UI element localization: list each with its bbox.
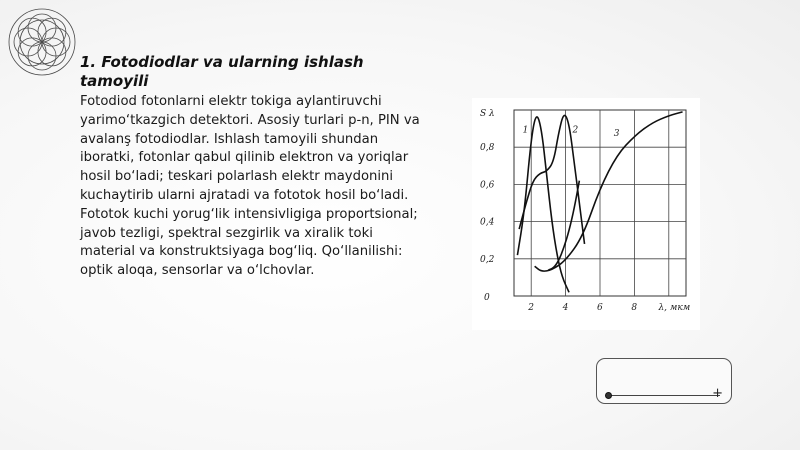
y-axis-label: S λ bbox=[480, 109, 495, 119]
progress-knob[interactable] bbox=[605, 392, 612, 399]
spectral-chart bbox=[472, 98, 700, 330]
x-tick-label: 2 bbox=[528, 303, 534, 313]
x-axis-label: λ, мкм bbox=[658, 303, 691, 313]
rosette-logo-icon bbox=[4, 4, 80, 80]
series-line-4 bbox=[535, 112, 683, 271]
series-label: 1 bbox=[522, 125, 529, 136]
series-label: 3 bbox=[613, 129, 620, 140]
y-tick-label: 0,2 bbox=[480, 254, 495, 265]
progress-track[interactable] bbox=[608, 395, 720, 396]
y-tick-label: 0,6 bbox=[480, 180, 495, 191]
slide-title: 1. Fotodiodlar va ularning ishlash tamoyili bbox=[80, 53, 364, 90]
x-tick-label: 4 bbox=[562, 303, 569, 313]
x-tick-label: 6 bbox=[597, 303, 603, 313]
y-origin-label: 0 bbox=[484, 293, 490, 303]
y-tick-label: 0,4 bbox=[480, 217, 495, 228]
x-tick-label: 8 bbox=[631, 303, 638, 313]
slide-body-text: Fotodiod fotonlarni elektr tokiga aylantiruvchi yarimo‘tkazgich detektori. Asosiy turlari p-n, PIN va avalanş fotodiodlar. Ishlash tamoyili shundan iboratki, fotonlar qabul qilinib elektron va yoriqlar hosil bo‘ladi; teskari polarlash elektr maydonini kuchaytirib ularni ajratadi va fototok hosil bo‘ladi. Fototok kuchi yorug‘lik intensivligiga proportsional; javob tezligi, spektral sezgirlik va xiralik toki material va konstruktsiyaga bog‘liq. Qo‘llanilishi: optik aloqa, sensorlar va o‘lchovlar. bbox=[80, 94, 420, 279]
media-progress-control[interactable] bbox=[596, 358, 732, 404]
y-tick-label: 0,8 bbox=[480, 143, 495, 154]
spectral-sensitivity-figure bbox=[472, 98, 700, 330]
series-label: 2 bbox=[572, 125, 579, 136]
plus-icon[interactable]: + bbox=[712, 386, 723, 401]
